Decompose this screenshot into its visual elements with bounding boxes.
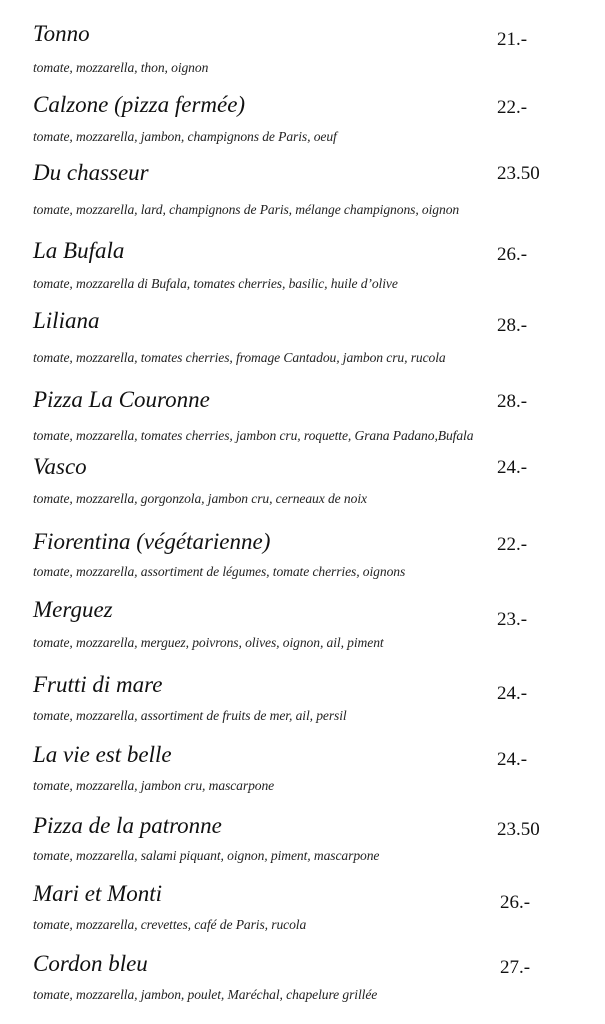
menu-item-price: 24.- [497, 683, 528, 704]
menu-item-description: tomate, mozzarella, crevettes, café de Paris, rucola [33, 917, 307, 932]
menu-item-name: La vie est belle [33, 742, 172, 767]
menu-item-description: tomate, mozzarella, tomates cherries, jambon cru, roquette, Grana Padano,Bufala [33, 428, 474, 443]
menu-item-price: 23.50 [497, 819, 540, 840]
menu-item-description: tomate, mozzarella di Bufala, tomates cherries, basilic, huile d’olive [33, 276, 398, 291]
menu-item-price: 23.- [497, 609, 528, 630]
menu-item-price: 22.- [497, 97, 528, 118]
menu-item-name: Cordon bleu [33, 951, 148, 976]
menu-item-name: Pizza de la patronne [33, 813, 222, 838]
menu-item-name: Mari et Monti [33, 881, 163, 906]
menu-item-name: Liliana [33, 308, 100, 333]
menu-item-description: tomate, mozzarella, jambon, champignons de Paris, oeuf [33, 129, 337, 144]
menu-item-name: Calzone (pizza fermée) [33, 92, 246, 117]
menu-item-description: tomate, mozzarella, jambon, poulet, Maréchal, chapelure grillée [33, 987, 378, 1002]
menu-item-price: 26.- [500, 892, 531, 913]
menu-item-price: 28.- [497, 315, 528, 336]
menu-item-description: tomate, mozzarella, merguez, poivrons, olives, oignon, ail, piment [33, 635, 384, 650]
menu-item-price: 23.50 [497, 163, 540, 184]
menu-item-description: tomate, mozzarella, salami piquant, oignon, piment, mascarpone [33, 848, 380, 863]
menu-item-description: tomate, mozzarella, jambon cru, mascarpone [33, 778, 275, 793]
menu-item-name: Pizza La Couronne [33, 387, 210, 412]
menu-item-description: tomate, mozzarella, assortiment de légumes, tomate cherries, oignons [33, 564, 406, 579]
menu-item-name: Frutti di mare [33, 672, 163, 697]
menu-item-name: Vasco [33, 454, 87, 479]
menu-item-name: Merguez [33, 597, 113, 622]
menu-item-description: tomate, mozzarella, lard, champignons de Paris, mélange champignons, oignon [33, 202, 460, 217]
menu-item-price: 28.- [497, 391, 528, 412]
menu-item-price: 24.- [497, 457, 528, 478]
menu-item-description: tomate, mozzarella, assortiment de fruits de mer, ail, persil [33, 708, 347, 723]
menu-item-name: La Bufala [33, 238, 125, 263]
menu-item-price: 21.- [497, 29, 528, 50]
menu-item-name: Tonno [33, 21, 90, 46]
menu-item-description: tomate, mozzarella, thon, oignon [33, 60, 209, 75]
menu-item-price: 26.- [497, 244, 528, 265]
menu-item-price: 24.- [497, 749, 528, 770]
menu-item-price: 22.- [497, 534, 528, 555]
menu-item-description: tomate, mozzarella, tomates cherries, fromage Cantadou, jambon cru, rucola [33, 350, 446, 365]
menu-item-name: Fiorentina (végétarienne) [33, 529, 271, 554]
menu-item-price: 27.- [500, 957, 531, 978]
menu-item-description: tomate, mozzarella, gorgonzola, jambon cru, cerneaux de noix [33, 491, 367, 506]
menu-item-name: Du chasseur [33, 160, 149, 185]
